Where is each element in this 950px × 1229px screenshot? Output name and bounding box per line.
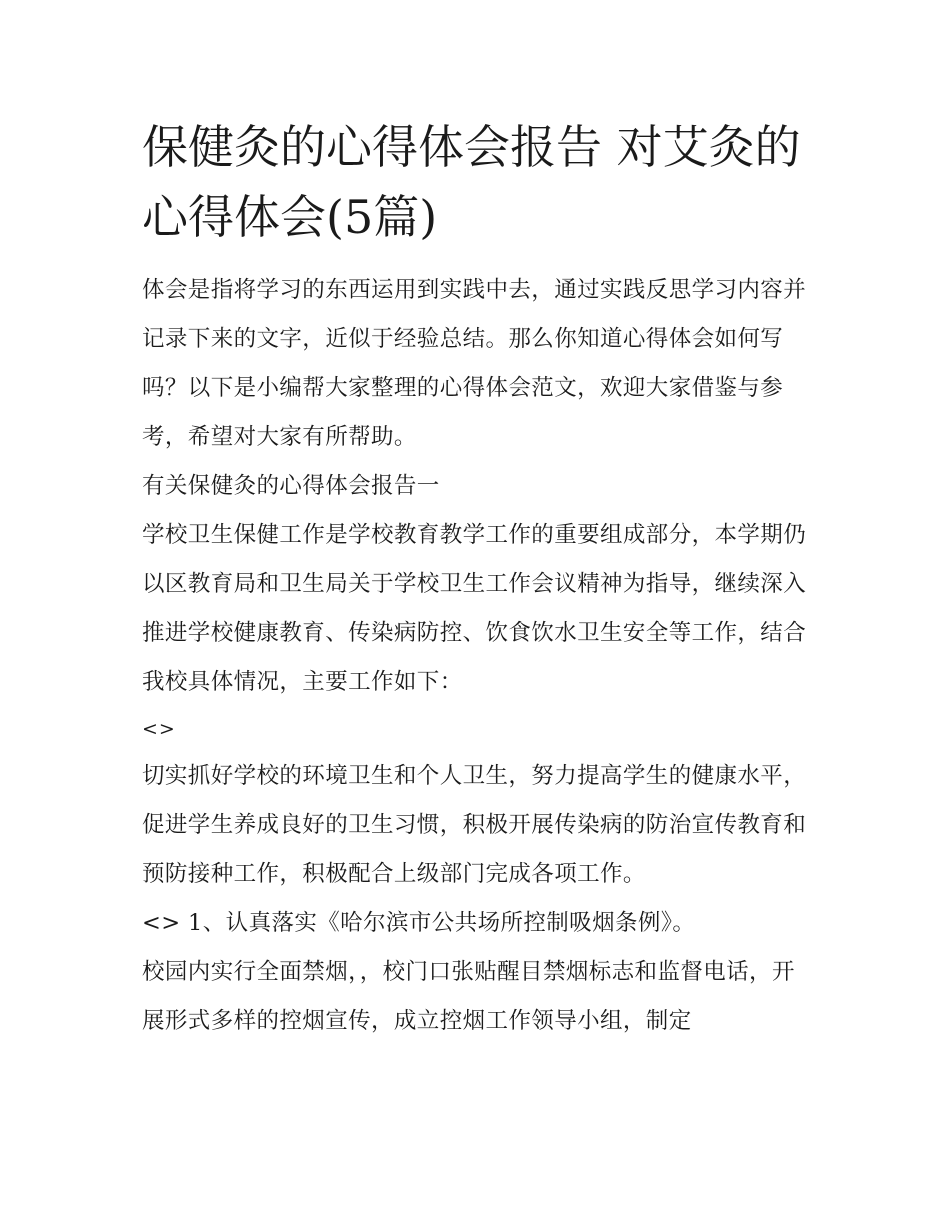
body-paragraph: 校园内实行全面禁烟，，校门口张贴醒目禁烟标志和监督电话，开展形式多样的控烟宣传，成立控烟工作领导小组，制定 bbox=[142, 959, 795, 1034]
document-title: 保健灸的心得体会报告 对艾灸的心得体会(5篇) bbox=[142, 120, 801, 244]
document-body bbox=[142, 266, 814, 1046]
body-paragraph: 学校卫生保健工作是学校教育教学工作的重要组成部分，本学期仍以区教育局和卫生局关于学校卫生工作会议精神为指导，继续深入推进学校健康教育、传染病防控、饮食饮水卫生安全等工作，结合我校具体情况，主要工作如下： bbox=[142, 522, 807, 695]
intro-paragraph: 体会是指将学习的东西运用到实践中去，通过实践反思学习内容并记录下来的文字，近似于经验总结。那么你知道心得体会如何写吗？以下是小编帮大家整理的心得体会范文，欢迎大家借鉴与参考，希望对大家有所帮助。 bbox=[142, 277, 807, 450]
body-paragraph: 切实抓好学校的环境卫生和个人卫生，努力提高学生的健康水平，促进学生养成良好的卫生习惯，积极开展传染病的防治宣传教育和预防接种工作，积极配合上级部门完成各项工作。 bbox=[142, 763, 807, 887]
list-item: <> 1、认真落实《哈尔滨市公共场所控制吸烟条例》。 bbox=[142, 910, 696, 936]
document-page bbox=[142, 112, 814, 1046]
marker-line: <> bbox=[142, 718, 176, 740]
section-heading: 有关保健灸的心得体会报告一 bbox=[142, 473, 440, 499]
